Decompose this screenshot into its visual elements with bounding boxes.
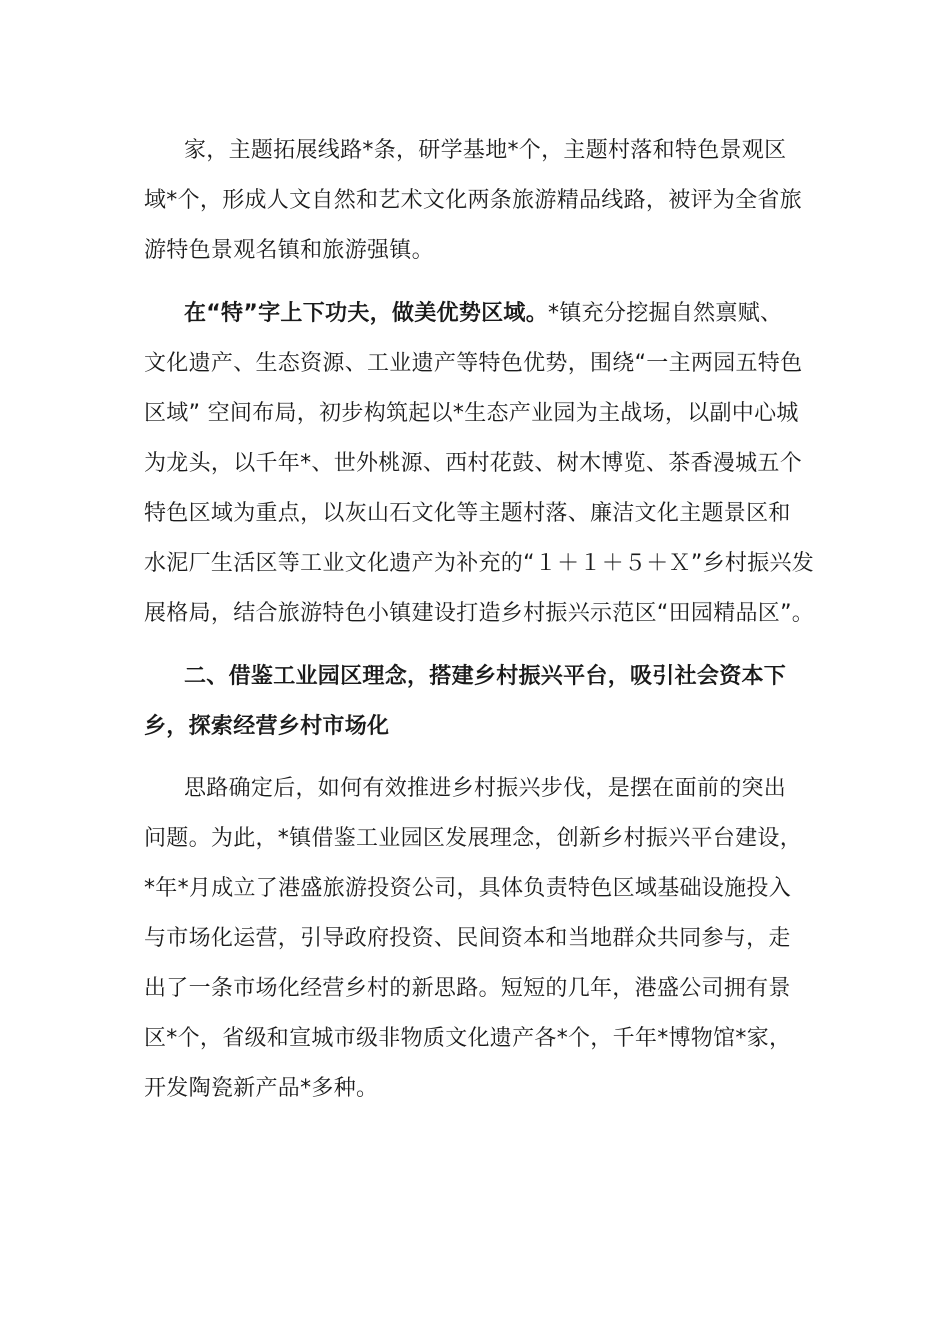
paragraph-line: 为龙头，以千年*、世外桃源、西村花鼓、树木博览、茶香漫城五个 — [144, 451, 803, 476]
paragraph-line: 区域” 空间布局，初步构筑起以*生态产业园为主战场，以副中心城 — [144, 401, 799, 426]
section-heading: 二、借鉴工业园区理念，搭建乡村振兴平台，吸引社会资本下 — [184, 664, 787, 689]
paragraph-line: 游特色景观名镇和旅游强镇。 — [144, 238, 434, 263]
paragraph-line: 特色区域为重点，以灰山石文化等主题村落、廉洁文化主题景区和 — [144, 501, 791, 526]
paragraph-line: *年*月成立了港盛旅游投资公司，具体负责特色区域基础设施投入 — [144, 876, 792, 901]
paragraph-text: *镇充分挖掘自然禀赋、 — [548, 301, 783, 326]
paragraph-line: 思路确定后，如何有效推进乡村振兴步伐，是摆在面前的突出 — [184, 776, 787, 801]
paragraph-line: 文化遗产、生态资源、工业遗产等特色优势，围绕“一主两园五特色 — [144, 351, 803, 376]
paragraph-heading: 在“特”字上下功夫，做美优势区域。 — [184, 301, 549, 326]
paragraph-line: 家，主题拓展线路*条，研学基地*个，主题村落和特色景观区 — [184, 138, 787, 163]
paragraph-line: 水泥厂生活区等工业文化遗产为补充的“１＋１＋５＋Ｘ”乡村振兴发 — [144, 551, 815, 576]
paragraph-line: 与市场化运营，引导政府投资、民间资本和当地群众共同参与，走 — [144, 926, 791, 951]
paragraph-line: 开发陶瓷新产品*多种。 — [144, 1076, 379, 1101]
paragraph-line: 问题。为此，*镇借鉴工业园区发展理念，创新乡村振兴平台建设， — [144, 826, 803, 851]
paragraph-line — [184, 298, 854, 330]
paragraph-line: 出了一条市场化经营乡村的新思路。短短的几年，港盛公司拥有景 — [144, 976, 791, 1001]
paragraph-line: 区*个，省级和宣城市级非物质文化遗产各*个，千年*博物馆*家， — [144, 1026, 792, 1051]
paragraph-line: 展格局，结合旅游特色小镇建设打造乡村振兴示范区“田园精品区”。 — [144, 601, 815, 626]
section-heading: 乡，探索经营乡村市场化 — [144, 714, 390, 739]
paragraph-line: 域*个，形成人文自然和艺术文化两条旅游精品线路，被评为全省旅 — [144, 188, 803, 213]
